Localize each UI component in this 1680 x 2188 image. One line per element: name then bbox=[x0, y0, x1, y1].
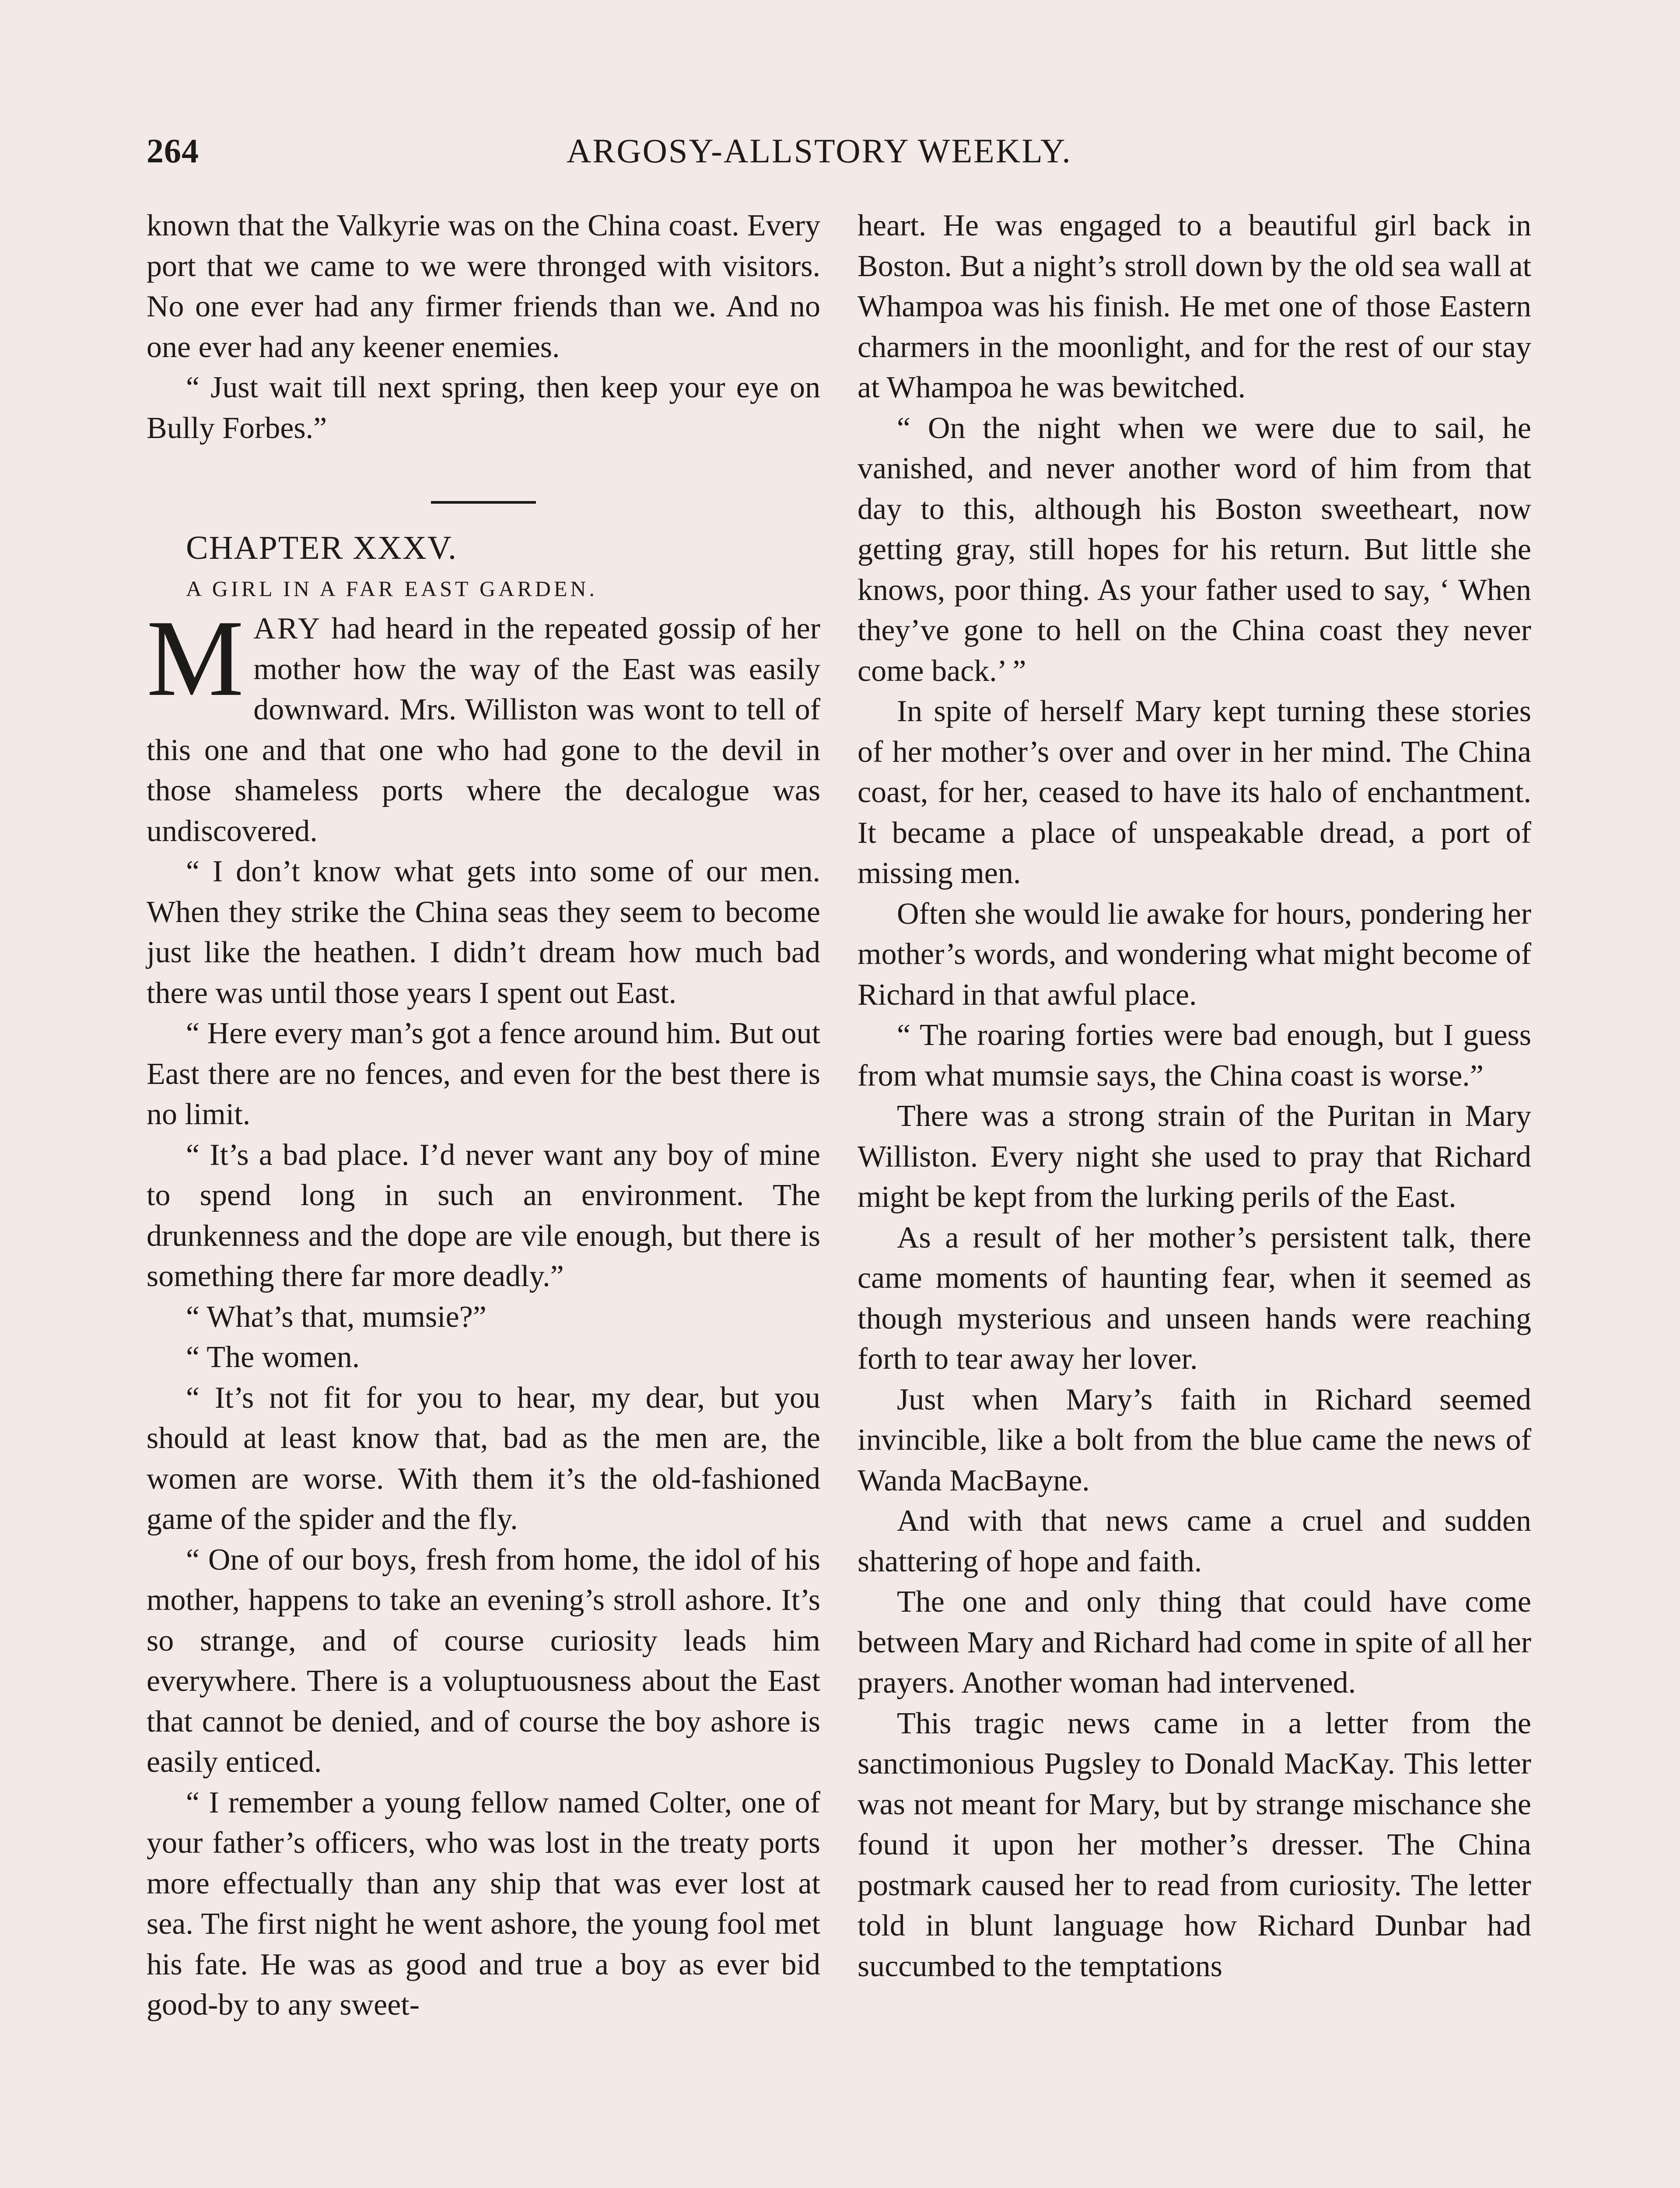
paragraph: “ Here every man’s got a fence around him. But out East there are no fences, and even for the best there is no limit. bbox=[147, 1017, 820, 1131]
opening-word: ARY bbox=[253, 612, 322, 645]
chapter-title: CHAPTER XXXV. bbox=[186, 529, 458, 566]
paragraph: “ I don’t know what gets into some of our men. When they strike the China seas they seem to become just like the heathen. I didn’t dream how much bad there was until those years I spent out East. bbox=[147, 855, 820, 1010]
paragraph-with-dropcap bbox=[147, 598, 820, 852]
paragraph: “ It’s a bad place. I’d never want any boy of mine to spend long in such an environment. The drunkenness and the dope are vile enough, but there is something there far more deadly.” bbox=[147, 1138, 820, 1293]
paragraph: The one and only thing that could have come between Mary and Richard had come in spite of all her prayers. Another woman had intervened. bbox=[858, 1585, 1531, 1700]
paragraph: “ The women. bbox=[186, 1340, 360, 1374]
paragraph: There was a strong strain of the Puritan in Mary Williston. Every night she used to pray that Richard might be kept from the lurking perils of the East. bbox=[858, 1099, 1531, 1214]
paragraph: And with that news came a cruel and sudden shattering of hope and faith. bbox=[858, 1504, 1531, 1578]
paragraph: Just when Mary’s faith in Richard seemed invincible, like a bolt from the blue came the news of Wanda MacBayne. bbox=[858, 1382, 1531, 1497]
paragraph: known that the Valkyrie was on the China coast. Every port that we came to we were thronged with visitors. No one ever had any firmer friends than we. And no one ever had any keener enemies. bbox=[147, 209, 820, 364]
paragraph: “ One of our boys, fresh from home, the idol of his mother, happens to take an evening’s stroll ashore. It’s so strange, and of course curiosity leads him everywhere. There is a voluptuousness about the East that cannot be denied, and of course the boy ashore is easily enticed. bbox=[147, 1543, 820, 1779]
paragraph: In spite of herself Mary kept turning these stories of her mother’s over and over in her mind. The China coast, for her, ceased to have its halo of enchantment. It became a place of unspeakable dread, a port of missing men. bbox=[858, 694, 1531, 890]
left-column bbox=[147, 206, 820, 2026]
paragraph: “ The roaring forties were bad enough, but I guess from what mumsie says, the China coast is worse.” bbox=[858, 1018, 1531, 1093]
page-header bbox=[147, 131, 1533, 179]
paragraph: As a result of her mother’s persistent talk, there came moments of haunting fear, when it seemed as though mysterious and unseen hands were reaching forth to tear away her lover. bbox=[858, 1220, 1531, 1376]
paragraph: “ I remember a young fellow named Colter, one of your father’s officers, who was lost in the treaty ports more effectually than any ship that was ever lost at sea. The first night he went ashore, the young fool met his fate. He was as good and true a boy as ever bid good-by to any sweet- bbox=[147, 1785, 820, 2022]
drop-cap: M bbox=[147, 598, 244, 719]
paragraph-text: had heard in the repeated gossip of her mother how the way of the East was easily downward. Mrs. Williston was wont to tell of this one and that one who had gone to the devil in those shameless ports where the decalogue was undiscovered. bbox=[147, 612, 820, 848]
section-divider bbox=[431, 501, 536, 504]
paragraph: “ Just wait till next spring, then keep your eye on Bully Forbes.” bbox=[147, 371, 820, 445]
paragraph: “ On the night when we were due to sail, he vanished, and never another word of him from that day to this, although his Boston sweetheart, now getting gray, still hopes for his return. But little she knows, poor thing. As your father used to say, ‘ When they’ve gone to hell on the China coast they never come back.’ ” bbox=[858, 411, 1531, 688]
paragraph: “ What’s that, mumsie?” bbox=[186, 1300, 486, 1334]
right-column bbox=[858, 206, 1531, 1987]
running-head: ARGOSY-ALLSTORY WEEKLY. bbox=[567, 132, 1072, 170]
paragraph: This tragic news came in a letter from the sanctimonious Pugsley to Donald MacKay. This letter was not meant for Mary, but by strange mischance she found it upon her mother’s dresser. The China postmark caused her to read from curiosity. The letter told in blunt language how Richard Dunbar had succumbed to the temptations bbox=[858, 1706, 1531, 1983]
paragraph: Often she would lie awake for hours, pondering her mother’s words, and wondering what might become of Richard in that awful place. bbox=[858, 897, 1531, 1012]
page-number: 264 bbox=[147, 132, 199, 170]
paragraph: heart. He was engaged to a beautiful girl back in Boston. But a night’s stroll down by the old sea wall at Whampoa was his finish. He met one of those Eastern charmers in the moonlight, and for the rest of our stay at Whampoa he was bewitched. bbox=[858, 209, 1531, 404]
paragraph: “ It’s not fit for you to hear, my dear, but you should at least know that, bad as the men are, the women are worse. With them it’s the old-fashioned game of the spider and the fly. bbox=[147, 1381, 820, 1536]
chapter-subtitle: A GIRL IN A FAR EAST GARDEN. bbox=[186, 576, 598, 601]
